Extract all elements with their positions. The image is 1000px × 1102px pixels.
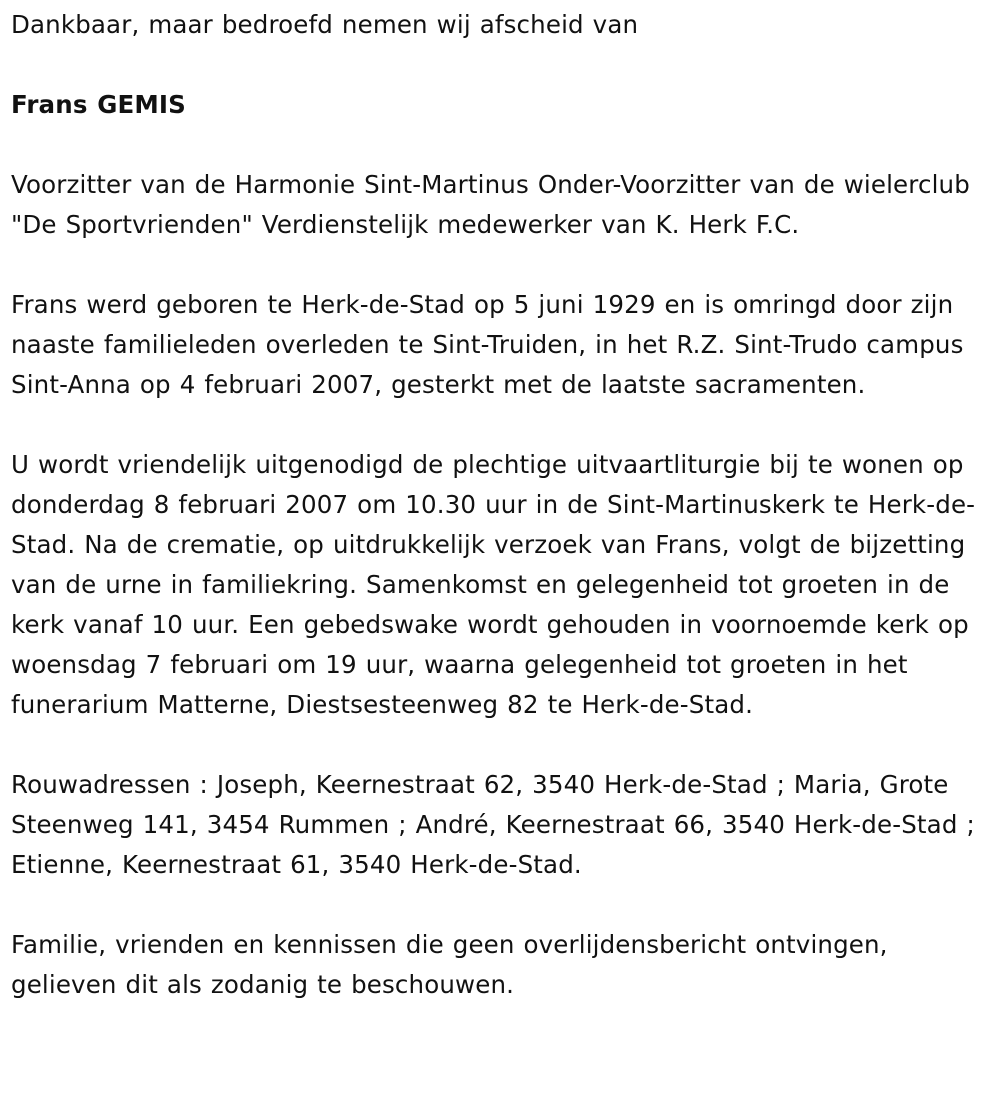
funeral-paragraph: U wordt vriendelijk uitgenodigd de plechtige uitvaartliturgie bij te wonen op donderdag 8 februari 2007 om 10.30 uur in de Sint-Martinuskerk te Herk-de-Stad. Na de crematie, op uitdrukkelijk verzoek van Frans, volgt de bijzetting van de urne in familiekring. Samenkomst en gelegenheid tot groeten in de kerk vanaf 10 uur. Een gebedswake wordt gehouden in voornoemde kerk op woensdag 7 februari om 19 uur, waarna gelegenheid tot groeten in het funerarium Matterne, Diestsesteenweg 82 te Herk-de-Stad. xyxy=(11,450,976,719)
titles-paragraph: Voorzitter van de Harmonie Sint-Martinus Onder-Voorzitter van de wielerclub "De Sportvrienden" Verdienstelijk medewerker van K. Herk F.C. xyxy=(11,170,970,239)
addresses-paragraph: Rouwadressen : Joseph, Keernestraat 62, 3540 Herk-de-Stad ; Maria, Grote Steenweg 141, 3454 Rummen ; André, Keernestraat 66, 3540 Herk-de-Stad ; Etienne, Keernestraat 61, 3540 Herk-de-Stad. xyxy=(11,770,975,879)
deceased-name: Frans GEMIS xyxy=(11,90,186,119)
intro-line: Dankbaar, maar bedroefd nemen wij afscheid van xyxy=(11,10,639,39)
birth-death-paragraph: Frans werd geboren te Herk-de-Stad op 5 juni 1929 en is omringd door zijn naaste familieleden overleden te Sint-Truiden, in het R.Z. Sint-Trudo campus Sint-Anna op 4 februari 2007, gesterkt met de laatste sacramenten. xyxy=(11,290,964,399)
closing-paragraph: Familie, vrienden en kennissen die geen overlijdensbericht ontvingen, gelieven dit als zodanig te beschouwen. xyxy=(11,930,888,999)
obituary-notice xyxy=(11,5,996,1005)
